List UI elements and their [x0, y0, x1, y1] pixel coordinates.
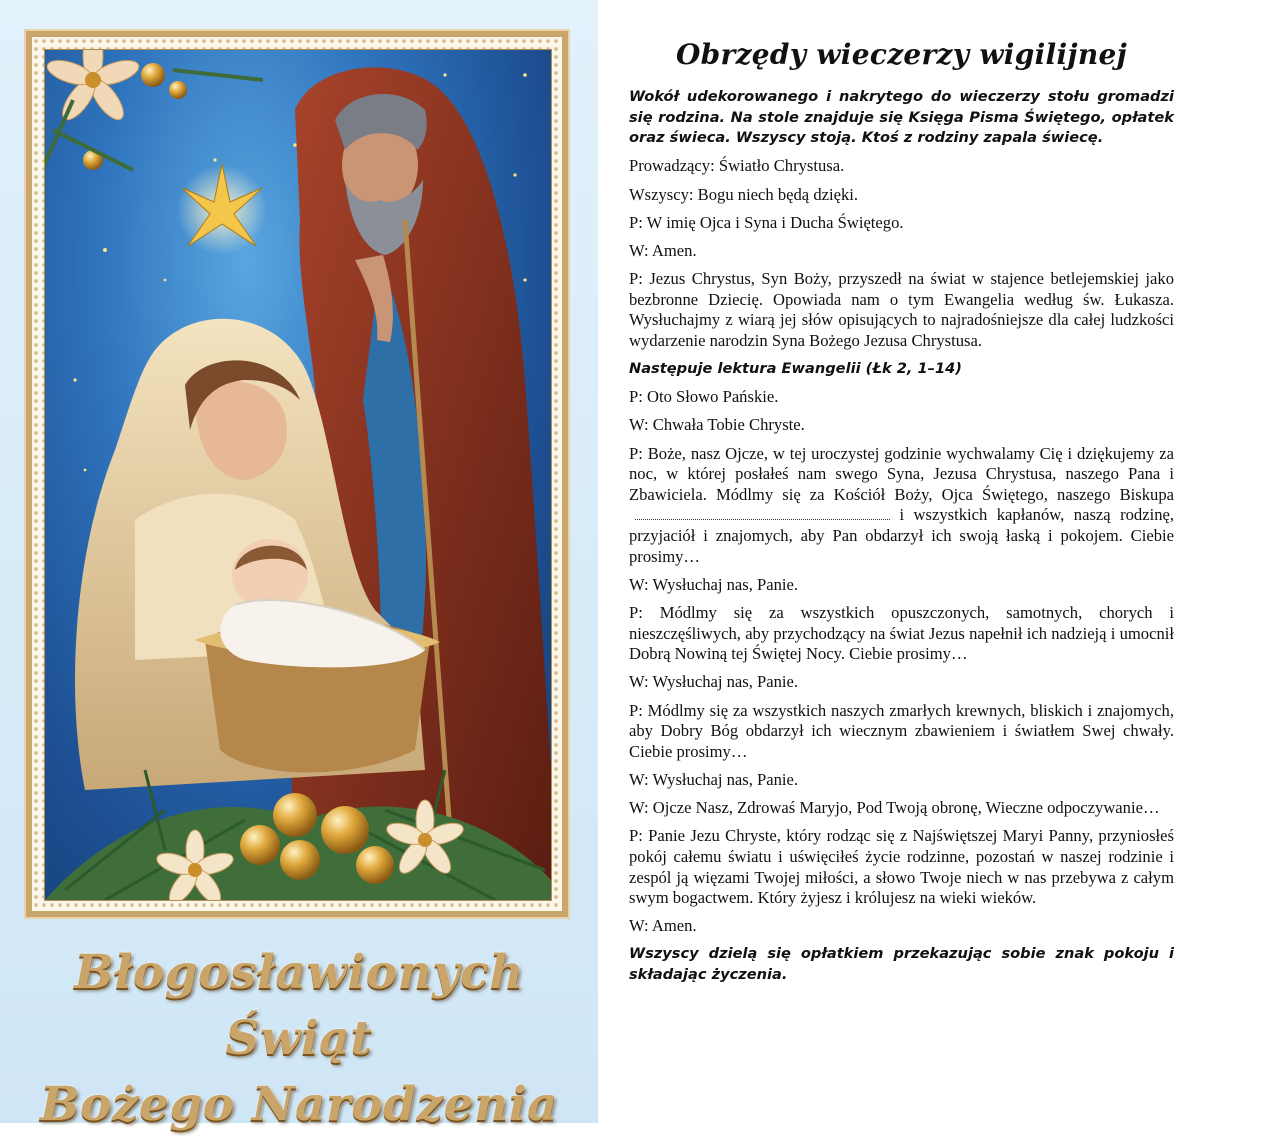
document-title: Obrzędy wieczerzy wigilijnej [675, 38, 1128, 71]
nativity-scene [45, 50, 551, 900]
text-line: P: Boże, nasz Ojcze, w tej uroczystej godzinie wychwalamy Cię i dziękujemy za noc, w której posłałeś nam swego Syna, Jezusa Chrystusa, naszego Pana i Zbawiciela. Módlmy się za Kościół Boży, Ojca Świętego, naszego Biskupa [629, 443, 1174, 504]
text-line: Prowadzący: Światło Chrystusa. [629, 156, 845, 176]
text-line: W: Wysłuchaj nas, Panie. [629, 769, 799, 789]
intro-rubric: Wokół udekorowanego i nakrytego do wieczerzy stołu gromadzi się rodzina. Na stole znajduje się Księga Pisma Świętego, opłatek oraz świeca. Wszyscy stoją. Ktoś z rodziny zapala świecę. [629, 88, 1174, 147]
closing-rubric: Wszyscy dzielą się opłatkiem przekazując sobie znak pokoju i składając życzenia. [629, 945, 1174, 984]
text-line: P: W imię Ojca i Syna i Ducha Świętego. [629, 212, 904, 232]
nativity-illustration [44, 49, 552, 901]
fill-in-blank [635, 505, 890, 520]
text-line: P: Oto Słowo Pańskie. [629, 387, 779, 407]
liturgy-text [629, 38, 1174, 993]
gospel-rubric: Następuje lektura Ewangelii (Łk 2, 1–14) [629, 360, 962, 378]
text-line: W: Chwała Tobie Chryste. [629, 415, 805, 435]
greeting-line-1: Błogosławionych Świąt [74, 945, 524, 1066]
intercession-prayer [629, 444, 1174, 568]
holy-card [0, 0, 598, 1132]
text-line: P: Módlmy się za wszystkich opuszczonych, samotnych, chorych i nieszczęśliwych, aby przychodzący na świat Jezus napełnił ich nadzieją i umocnił Dobrą Nowiną tej Świętej Nocy. Ciebie prosimy… [629, 603, 1174, 664]
text-line: W: Amen. [629, 916, 697, 936]
text-line: W: Amen. [629, 240, 697, 260]
christmas-greeting [0, 940, 598, 1138]
text-line: P: Jezus Chrystus, Syn Boży, przyszedł na świat w stajence betlejemskiej jako bezbronne Dziecię. Opowiada nam o tym Ewangelia według św. Łukasza. Wysłuchajmy z wiarą jej słów opisujących to najradośniejsze dla całej ludzkości wydarzenie narodzin Syna Bożego Jezusa Chrystusa. [629, 269, 1174, 350]
text-line: W: Wysłuchaj nas, Panie. [629, 574, 799, 594]
star-of-bethlehem-icon [177, 164, 267, 255]
greeting-line-2: Bożego Narodzenia [39, 1077, 559, 1132]
text-line: P: Panie Jezu Chryste, który rodząc się z Najświętszej Maryi Panny, przyniosłeś pokój całemu światu i uświęciłeś życie rodzinne, pozostań w naszej rodzinie i zespól ją więzami Twojej miłości, a słowo Twoje niech w nas przebywa z całym swym bogactwem. Który żyjesz i królujesz na wieki wieków. [629, 826, 1174, 908]
text-line: W: Ojcze Nasz, Zdrowaś Maryjo, Pod Twoją obronę, Wieczne odpoczywanie… [629, 798, 1160, 818]
text-line: W: Wysłuchaj nas, Panie. [629, 672, 799, 692]
text-line: P: Módlmy się za wszystkich naszych zmarłych krewnych, bliskich i znajomych, aby Dobry Bóg obdarzył ich wiecznym zbawieniem i światłem Swej chwały. Ciebie prosimy… [629, 700, 1174, 761]
text-line: i wszystkich kapłanów, naszą rodzinę, przyjaciół i znajomych, aby Pan obdarzył ich swoją łaską i pokojem. Ciebie prosimy… [629, 505, 1174, 566]
text-line: Wszyscy: Bogu niech będą dzięki. [629, 184, 859, 204]
